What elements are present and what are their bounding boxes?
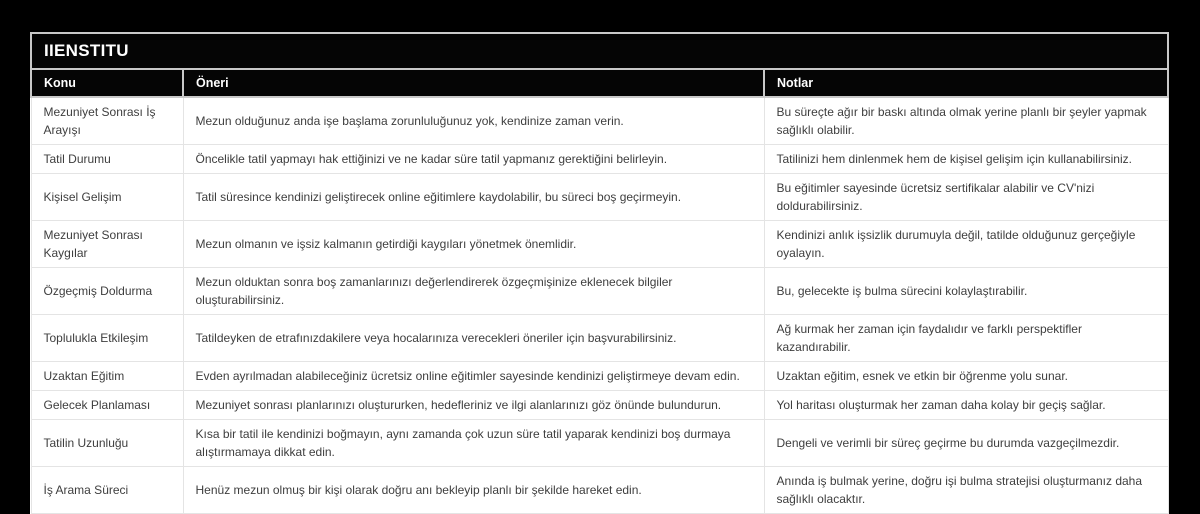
cell-notlar: Tatilinizi hem dinlenmek hem de kişisel gelişim için kullanabilirsiniz. (764, 145, 1168, 174)
cell-notlar: Dengeli ve verimli bir süreç geçirme bu durumda vazgeçilmezdir. (764, 420, 1168, 467)
column-header-oneri: Öneri (183, 69, 764, 97)
cell-oneri: Tatil süresince kendinizi geliştirecek online eğitimlere kaydolabilir, bu süreci boş geçirmeyin. (183, 174, 764, 221)
cell-konu: Uzaktan Eğitim (31, 362, 183, 391)
cell-oneri: Mezun olduğunuz anda işe başlama zorunluluğunuz yok, kendinize zaman verin. (183, 97, 764, 145)
cell-konu: Kişisel Gelişim (31, 174, 183, 221)
cell-oneri: Öncelikle tatil yapmayı hak ettiğinizi ve ne kadar süre tatil yapmanız gerektiğini belirleyin. (183, 145, 764, 174)
table-panel (30, 32, 1169, 514)
cell-konu: Toplulukla Etkileşim (31, 315, 183, 362)
cell-oneri: Tatildeyken de etrafınızdakilere veya hocalarınıza verecekleri öneriler için başvurabilirsiniz. (183, 315, 764, 362)
cell-konu: İş Arama Süreci (31, 467, 183, 514)
cell-notlar: Bu eğitimler sayesinde ücretsiz sertifikalar alabilir ve CV'nizi doldurabilirsiniz. (764, 174, 1168, 221)
column-header-notlar: Notlar (764, 69, 1168, 97)
cell-notlar: Anında iş bulmak yerine, doğru işi bulma stratejisi oluşturmanız daha sağlıklı olacaktır. (764, 467, 1168, 514)
cell-notlar: Uzaktan eğitim, esnek ve etkin bir öğrenme yolu sunar. (764, 362, 1168, 391)
cell-notlar: Yol haritası oluşturmak her zaman daha kolay bir geçiş sağlar. (764, 391, 1168, 420)
table-row (31, 221, 1168, 268)
cell-oneri: Evden ayrılmadan alabileceğiniz ücretsiz online eğitimler sayesinde kendinizi geliştirmeye devam edin. (183, 362, 764, 391)
table-row (31, 420, 1168, 467)
table-row (31, 97, 1168, 145)
cell-oneri: Mezun olduktan sonra boş zamanlarınızı değerlendirerek özgeçmişinize eklenecek bilgiler oluşturabilirsiniz. (183, 268, 764, 315)
cell-notlar: Ağ kurmak her zaman için faydalıdır ve farklı perspektifler kazandırabilir. (764, 315, 1168, 362)
cell-notlar: Kendinizi anlık işsizlik durumuyla değil, tatilde olduğunuz gerçeğiyle oyalayın. (764, 221, 1168, 268)
table-row (31, 145, 1168, 174)
page-title: IIENSTITU (31, 33, 1168, 69)
title-row (31, 33, 1168, 69)
table-row (31, 467, 1168, 514)
cell-oneri: Kısa bir tatil ile kendinizi boğmayın, aynı zamanda çok uzun süre tatil yaparak kendinizi boş durmaya alıştırmamaya dikkat edin. (183, 420, 764, 467)
cell-oneri: Mezun olmanın ve işsiz kalmanın getirdiği kaygıları yönetmek önemlidir. (183, 221, 764, 268)
cell-konu: Tatil Durumu (31, 145, 183, 174)
cell-konu: Mezuniyet Sonrası Kaygılar (31, 221, 183, 268)
column-header-konu: Konu (31, 69, 183, 97)
table-row (31, 362, 1168, 391)
cell-notlar: Bu süreçte ağır bir baskı altında olmak yerine planlı bir şeyler yapmak sağlıklı olabilir. (764, 97, 1168, 145)
table-row (31, 315, 1168, 362)
table-row (31, 391, 1168, 420)
cell-oneri: Mezuniyet sonrası planlarınızı oluştururken, hedefleriniz ve ilgi alanlarınızı göz önünde bulundurun. (183, 391, 764, 420)
cell-konu: Mezuniyet Sonrası İş Arayışı (31, 97, 183, 145)
table-row (31, 268, 1168, 315)
column-header-row (31, 69, 1168, 97)
cell-notlar: Bu, gelecekte iş bulma sürecini kolaylaştırabilir. (764, 268, 1168, 315)
cell-konu: Özgeçmiş Doldurma (31, 268, 183, 315)
table-row (31, 174, 1168, 221)
cell-konu: Tatilin Uzunluğu (31, 420, 183, 467)
cell-konu: Gelecek Planlaması (31, 391, 183, 420)
cell-oneri: Henüz mezun olmuş bir kişi olarak doğru anı bekleyip planlı bir şekilde hareket edin. (183, 467, 764, 514)
advice-table (30, 32, 1169, 514)
